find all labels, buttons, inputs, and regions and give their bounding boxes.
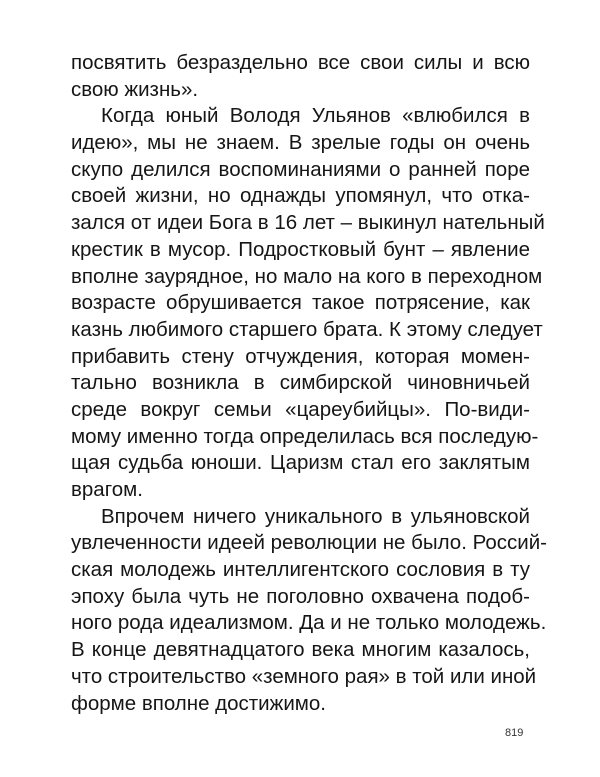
- text-line: скупо делился воспоминаниями о ранней поре: [71, 157, 530, 181]
- page-text: [71, 50, 547, 717]
- text-line: ская молодежь интеллигентского сословия в ту: [71, 558, 530, 582]
- text-line: возрасте обрушивается такое потрясение, как: [71, 291, 530, 315]
- text-line: идею», мы не знаем. В зрелые годы он очень: [71, 131, 530, 155]
- text-line: среде вокруг семьи «цареубийцы». По-види-: [71, 397, 530, 421]
- text-line: зался от идеи Бога в 16 лет – выкинул нательный: [71, 211, 545, 235]
- text-line: Когда юный Володя Ульянов «влюбился в: [101, 104, 530, 128]
- page-number: 819: [505, 727, 524, 739]
- text-line: мому именно тогда определилась вся последую-: [71, 424, 539, 448]
- paragraph-2: [71, 103, 545, 503]
- text-line: прибавить стену отчуждения, которая момен-: [71, 344, 530, 368]
- text-line: врагом.: [71, 478, 143, 501]
- text-line: увлеченности идеей революции не было. Россий-: [71, 531, 547, 555]
- text-line: крестик в мусор. Подростковый бунт – явление: [71, 237, 530, 261]
- text-line: В конце девятнадцатого века многим казалось,: [71, 638, 530, 662]
- text-line: что строительство «земного рая» в той или иной: [71, 664, 537, 688]
- text-line: посвятить безраздельно все свои силы и всю: [71, 51, 530, 74]
- text-line: форме вполне достижимо.: [71, 691, 326, 715]
- text-line: казнь любимого старшего брата. К этому следует: [71, 317, 543, 341]
- text-line: тально возникла в симбирской чиновничьей: [71, 371, 530, 395]
- text-line: свою жизнь».: [71, 77, 199, 101]
- text-line: щая судьба юноши. Царизм стал его заклятым: [71, 451, 530, 475]
- text-line: вполне заурядное, но мало на кого в переходном: [71, 264, 543, 288]
- paragraph-3: [71, 504, 547, 718]
- paragraph-1: [71, 50, 530, 103]
- text-line: Впрочем ничего уникального в ульяновской: [101, 504, 530, 528]
- text-line: эпоху была чуть не поголовно охвачена подоб-: [71, 584, 530, 608]
- text-line: ного рода идеализмом. Да и не только молодежь.: [71, 611, 547, 635]
- text-line: своей жизни, но однажды упомянул, что отка-: [71, 184, 530, 208]
